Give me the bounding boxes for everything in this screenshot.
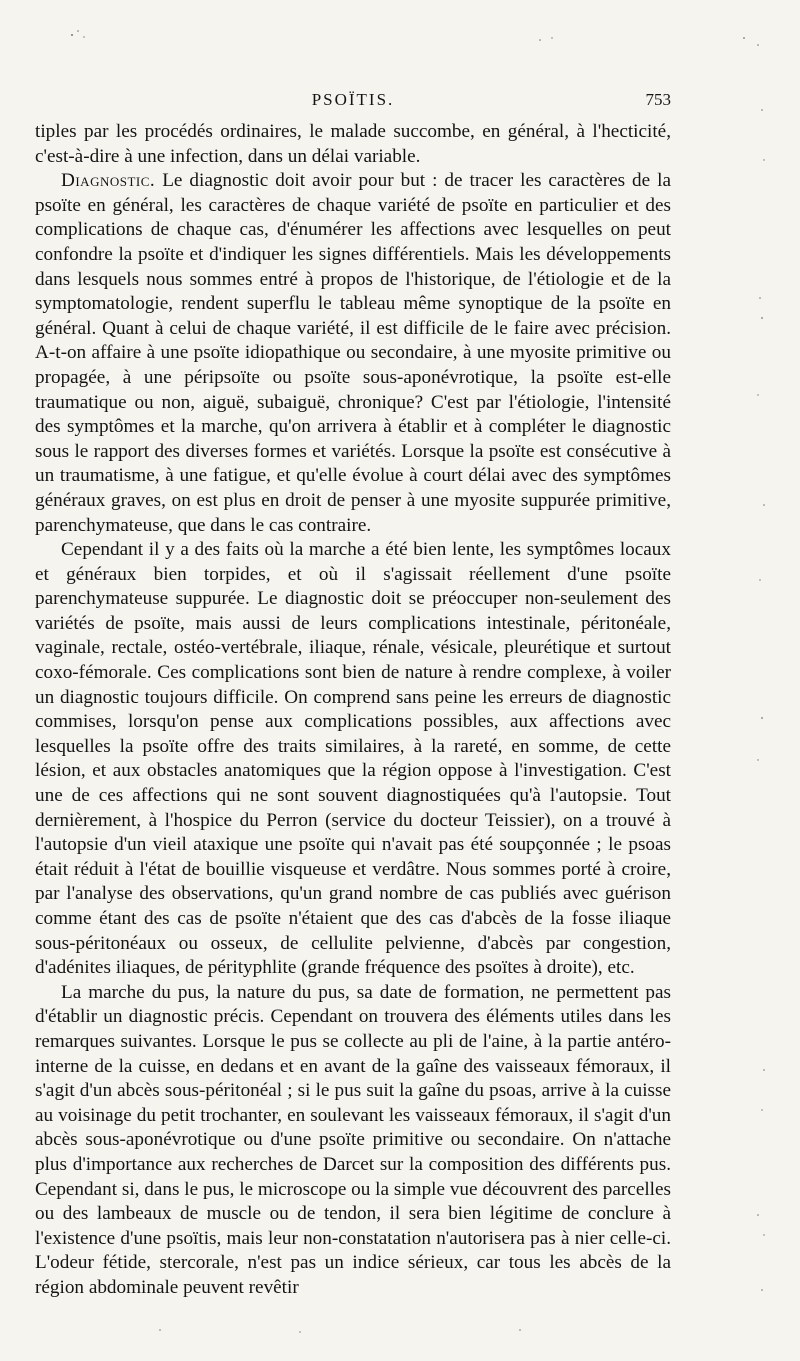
paragraph: Cependant il y a des faits où la marche a été bien lente, les symptômes locaux et généraux bien torpides, et où il s'agissait réellement d'une psoïte parenchymateuse suppurée. Le diagnostic doit se préoccuper non-seulement des variétés de psoïte, mais aussi de leurs complications intestinale, péritonéale, vaginale, rectale, ostéo-vertébrale, iliaque, rénale, vésicale, pleurétique et surtout coxo-fémorale. Ces complications sont bien de nature à rendre complexe, à voiler un diagnostic toujours difficile. On comprend sans peine les erreurs de diagnostic commises, lorsqu'on pense aux complications possibles, aux affections avec lesquelles la psoïte offre des traits similaires, à la rareté, en somme, de cette lésion, et aux obstacles anatomiques que la région oppose à l'investigation. C'est une de ces affections qui ne sont souvent diagnostiquées qu'à l'autopsie. Tout dernièrement, à l'hospice du Perron (service du docteur Teissier), on a trouvé à l'autopsie d'un vieil ataxique une psoïte qui n'avait pas été soupçonnée ; le psoas était réduit à l'état de bouillie visqueuse et verdâtre. Nous sommes porté à croire, par l'analyse des observations, qu'un grand nombre de cas publiés avec guérison comme étant des cas de psoïte n'étaient que des cas d'abcès de la fosse iliaque sous-péritonéaux ou osseux, de cellulite pelvienne, d'abcès par congestion, d'adénites iliaques, de pérityphlite (grande fréquence des psoïtes à droite), etc.	[35, 539, 671, 979]
section-lead-diagnostic: Diagnostic.	[61, 170, 156, 192]
page-number: 753	[645, 90, 671, 109]
paragraph: La marche du pus, la nature du pus, sa date de formation, ne permettent pas d'établir un diagnostic précis. Cependant on trouvera des éléments utiles dans les remarques suivantes. Lorsque le pus se collecte au pli de l'aine, à la partie antéro-interne de la cuisse, en dedans et en avant de la gaîne des vaisseaux fémoraux, il s'agit d'un abcès sous-péritonéal ; si le pus suit la gaîne du psoas, arrive à la cuisse au voisinage du petit trochanter, en soulevant les vaisseaux fémoraux, il s'agit d'un abcès sous-aponévrotique ou d'une psoïte primitive ou secondaire. On n'attache plus d'importance aux recherches de Darcet sur la composition des différents pus. Cependant si, dans le pus, le microscope ou la simple vue découvrent des parcelles ou des lambeaux de muscle ou de tendon, il sera bien légitime de conclure à l'existence d'une psoïtis, mais leur non-constatation n'autorisera pas à nier celle-ci. L'odeur fétide, stercorale, n'est pas un indice sérieux, car tous les abcès de la région abdominale peuvent revêtir	[35, 981, 671, 1298]
running-title: PSOÏTIS.	[311, 90, 395, 109]
paragraph-diagnostic	[35, 169, 671, 538]
paragraph-text: Le diagnostic doit avoir pour but : de tracer les caractères de la psoïte en général, les caractères de chaque variété de psoïte en particulier et des complications de chaque cas, d'énumérer les affections avec lesquelles on peut confondre la psoïte et d'indiquer les signes différentiels. Mais les développements dans lesquels nous sommes entré à propos de l'historique, de l'étiologie et de la symptomatologie, rendent superflu le tableau même synoptique de la psoïte en général. Quant à celui de chaque variété, il est difficile de le faire avec précision. A-t-on affaire à une psoïte idiopathique ou secondaire, à une myosite primitive ou propagée, à une péripsoïte ou psoïte sous-aponévrotique, la psoïte est-elle traumatique ou non, aiguë, subaiguë, chronique? C'est par l'étiologie, l'intensité des symptômes et la marche, qu'on arrivera à établir et à compléter le diagnostic sous le rapport des diverses formes et variétés. Lorsque la psoïte est consécutive à un traumatisme, à une fatigue, et qu'elle évolue à court délai avec des symptômes généraux graves, on est plus en droit de penser à une myosite suppurée primitive, parenchymateuse, que dans le cas contraire.	[35, 170, 671, 536]
body-text	[35, 120, 671, 1301]
running-head	[35, 90, 671, 114]
paragraph-continuation: tiples par les procédés ordinaires, le malade succombe, en général, à l'hecticité, c'est-à-dire à une infection, dans un délai variable.	[35, 121, 671, 167]
